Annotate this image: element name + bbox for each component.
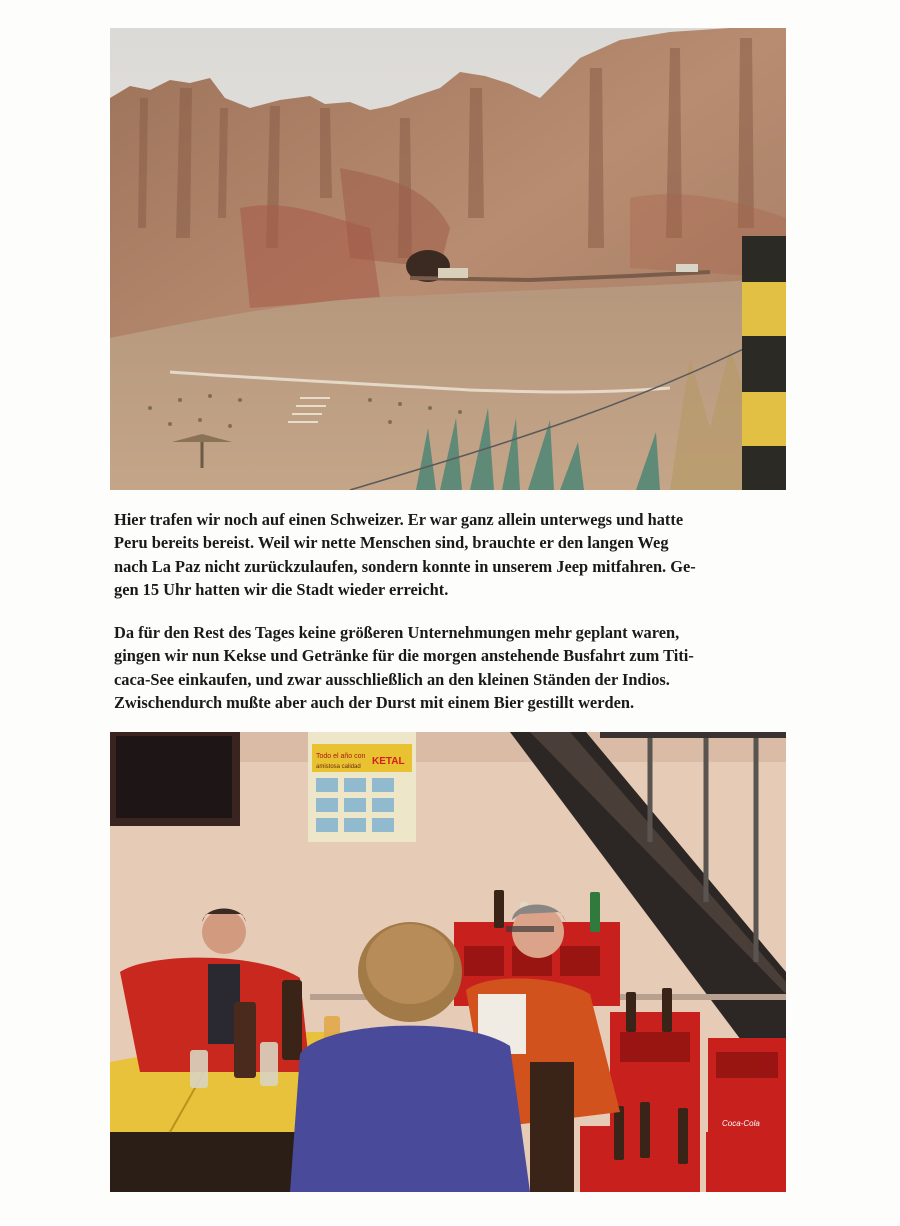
crate-brand: Coca-Cola xyxy=(722,1119,760,1128)
calendar-brand: KETAL xyxy=(372,756,405,767)
paragraph-1 xyxy=(114,508,798,601)
paragraph-1-text: Hier trafen wir noch auf einen Schweizer. Er war ganz allein unterwegs und hatte Peru bereits bereist. Weil wir nette Menschen sind, brauchte er den langen Weg nach La Paz nicht zurückzulaufen, sondern konnte in unserem Jeep mitfahren. Ge- gen 15 Uhr hatten wir die Stadt wieder erreicht. xyxy=(114,510,696,599)
person-center xyxy=(290,1026,530,1192)
paragraph-2-text: Da für den Rest des Tages keine größeren Unternehmungen mehr geplant waren, gingen wir nun Kekse und Getränke für die morgen anstehende Busfahrt zum Titi- caca-See einkaufen, und zwar ausschließlich an den kleinen Ständen der Indios. Zwischendurch mußte aber auch der Durst mit einem Bier gestillt werden. xyxy=(114,623,694,712)
paragraph-2 xyxy=(114,621,798,714)
bar-photo xyxy=(110,732,786,1192)
calendar-text-2: amistosa calidad xyxy=(316,764,361,770)
calendar-text-1: Todo el año con xyxy=(316,753,366,760)
canyon-photo xyxy=(110,28,786,490)
